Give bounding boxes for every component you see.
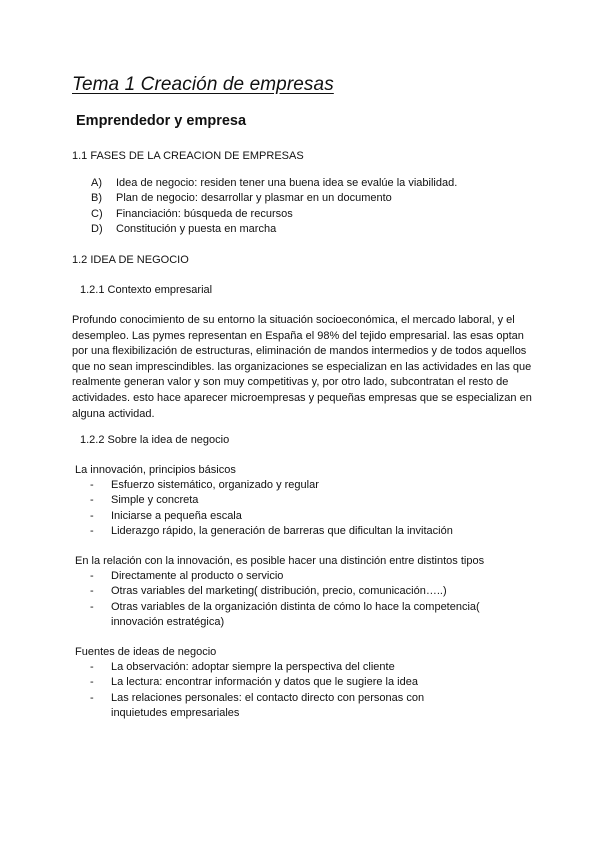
dash-marker: -	[90, 691, 94, 704]
phases-list	[91, 176, 457, 238]
section-1-1-heading: 1.1 FASES DE LA CREACION DE EMPRESAS	[72, 150, 304, 162]
list-item	[90, 660, 435, 675]
dash-marker: -	[90, 525, 94, 538]
list-item-text: Simple y concreta	[111, 494, 199, 507]
phase-item	[91, 191, 457, 206]
innovation-principles-intro: La innovación, principios básicos	[75, 464, 236, 476]
context-paragraph: Profundo conocimiento de su entorno la situación socioeconómica, el mercado laboral, y el desempleo. Las pymes representan en España el 98% del tejido empresarial. las esas optan por una flexibilización de estructuras, eliminación de mandos intermedios y de todos aquellos que no sean imprescindibles. las organizaciones se especializan en las actividades en las que realmente generan valor y son muy competitivas y, por otro lado, subcontratan el resto de actividades. esto hace aparecer microempresas y pequeñas empresas que se especializan en alguna actividad.	[72, 314, 532, 420]
section-1-2-heading: 1.2 IDEA DE NEGOCIO	[72, 254, 189, 266]
list-item-text: Iniciarse a pequeña escala	[111, 509, 242, 522]
dash-marker: -	[90, 600, 94, 613]
list-item-text: La observación: adoptar siempre la perspectiva del cliente	[111, 661, 395, 673]
list-item-text: Esfuerzo sistemático, organizado y regular	[111, 479, 319, 491]
list-item	[90, 600, 490, 631]
phase-item	[91, 222, 457, 237]
idea-sources-intro: Fuentes de ideas de negocio	[75, 646, 217, 658]
list-marker: C)	[91, 207, 103, 220]
list-item	[90, 478, 453, 493]
document-title: Tema 1 Creación de empresas	[72, 74, 334, 95]
list-marker: B)	[91, 192, 102, 205]
dash-marker: -	[90, 509, 94, 522]
dash-marker: -	[90, 676, 94, 689]
list-item	[90, 509, 453, 524]
phase-text: Plan de negocio: desarrollar y plasmar en un documento	[116, 192, 392, 205]
list-item	[90, 569, 490, 584]
dash-marker: -	[90, 479, 94, 491]
list-item	[90, 524, 453, 539]
list-item	[90, 691, 435, 722]
list-item	[90, 493, 453, 508]
section-1-2-2-heading: 1.2.2 Sobre la idea de negocio	[80, 434, 230, 446]
dash-marker: -	[90, 661, 94, 673]
phase-item	[91, 207, 457, 222]
section-1-2-1-heading: 1.2.1 Contexto empresarial	[80, 284, 213, 296]
list-marker: A)	[91, 177, 102, 189]
innovation-types-intro: En la relación con la innovación, es posible hacer una distinción entre distintos tipos	[75, 555, 485, 567]
list-item-text: Liderazgo rápido, la generación de barreras que dificultan la invitación	[111, 525, 453, 538]
list-marker: D)	[91, 223, 103, 236]
list-item-text: Directamente al producto o servicio	[111, 570, 284, 582]
phase-text: Financiación: búsqueda de recursos	[116, 207, 293, 220]
innovation-principles-list	[90, 478, 453, 540]
document-subtitle: Emprendedor y empresa	[76, 113, 247, 129]
innovation-types-list	[90, 569, 490, 631]
list-item-text: Las relaciones personales: el contacto directo con personas con inquietudes empresariales	[111, 691, 425, 720]
dash-marker: -	[90, 570, 94, 582]
list-item	[90, 675, 435, 690]
list-item-text: La lectura: encontrar información y datos que le sugiere la idea	[111, 676, 418, 689]
phase-text: Constitución y puesta en marcha	[116, 223, 277, 236]
dash-marker: -	[90, 494, 94, 507]
list-item-text: Otras variables de la organización distinta de cómo lo hace la competencia( innovación estratégica)	[111, 600, 480, 629]
list-item-text: Otras variables del marketing( distribución, precio, comunicación…..)	[111, 585, 447, 598]
list-item	[90, 584, 490, 599]
phase-text: Idea de negocio: residen tener una buena idea se evalúe la viabilidad.	[116, 177, 458, 189]
idea-sources-list	[90, 660, 435, 722]
phase-item	[91, 176, 457, 191]
dash-marker: -	[90, 585, 94, 598]
